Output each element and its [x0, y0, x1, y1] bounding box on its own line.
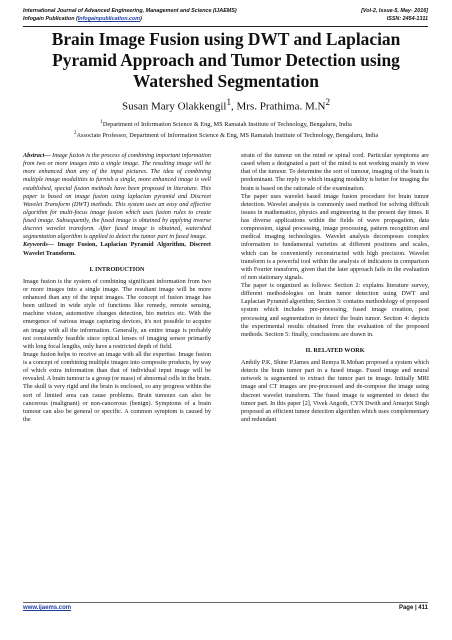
- intro-paragraph-2: Image fusion helps to receive an image with all the expertise. Image fusion is a concept of combining multiple images into composite products, by way of which extra information than that of individual input image will be revealed. A brain tumour is a group (or mass) of abnormal cells in the brain. The skull is very rigid and the brain is enclosed, so any progress within the sort of limited area can cause problems. Brain tumours can also be cancerous (malignant) or non-cancerous (benign). Symptoms of a brain tumour can also be general or specific. A common symptom is caused by the: [23, 350, 211, 423]
- affiliation-1: $^1$Department of Information Science & Eng, MS Ramaiah Institute of Technology, Bengaluru, India: [100, 119, 352, 129]
- left-column: [23, 152, 211, 424]
- publisher-link[interactable]: Infogainpublication.com: [77, 16, 141, 22]
- body-paragraph-1: strain of the tumour on the mind or spinal cord. Particular symptoms are cased when a designated a part of the mind is not working mainly in view that of the tumour. To determine the sort of tumour, imaging of the brain is predominant. The reply to which imaging modality is better for imaging the brain is based on the rationale of the examination.: [241, 152, 429, 192]
- section-heading-related-work: II. RELATED WORK: [305, 346, 365, 354]
- header-divider: [23, 26, 428, 27]
- footer-divider: [23, 602, 428, 603]
- affiliations: [14, 118, 438, 140]
- paper-title: Brain Image Fusion using DWT and Laplacian Pyramid Approach and Tumor Detection using Watershed Segmentation: [51, 29, 401, 91]
- journal-name: International Journal of Advanced Engineering, Management and Science (IJAEMS): [23, 8, 237, 14]
- section-heading-introduction: I. INTRODUCTION: [89, 265, 145, 273]
- abstract: Abstract— Image fusion is the process of combining important information from two or more images into a single image. The resulting image will be more enhanced than any of the input pictures. The idea of combining multiple image modalities to furnish a single, more enhanced image is well established, special fusion methods have been proposed in literature. This paper is based on image fusion using laplacian pyramid and Discreet Wavelet Transform (DWT) methods. This system uses an easy and effective algorithm for multi-focus image fusion which uses fusion rules to create fused image. Subsequently, the fused image is obtained by applying inverse discreet wavelet transform. After fused image is obtained, watershed segmentation algorithm is applied to detect the tumor part in fused image.: [23, 152, 211, 241]
- keywords: Keywords— Image Fusion, Laplacian Pyramid Algorithm, Discreet Wavelet Transform.: [23, 241, 211, 257]
- body-paragraph-3: The paper is organized as follows: Section 2: explains literature survey, different methodologies on brain tumor detection using DWT and Laplacian Pyramid algorithm; Section 3: contains methodology of proposed system which includes pre-processing, fused image creation, post processing and segmentation to detect the brain tumor. Section 4: depicts the experimental results obtained from the evaluation of the proposed methods. Section 5: finally, conclusions are drawn in.: [241, 282, 429, 338]
- page-number: Page | 411: [398, 605, 428, 611]
- authors: Susan Mary Olakkengil$^1$, Mrs. Prathima. $M.N^2$: [121, 97, 331, 113]
- volume-info: [Vol-2, Issue-5, May- 2016]: [361, 8, 428, 14]
- publisher-line: Infogain Publication (Infogainpublication.com): [23, 16, 142, 22]
- affiliation-2: $^2$Associate Professor, Department of Information Science & Eng, MS Ramaiah Institute of Technology, Bengaluru, India: [73, 130, 379, 140]
- website-link[interactable]: www.ijaems.com: [23, 605, 72, 611]
- related-work-paragraph: Ambily P.K, Shine P.James and Remya R.Mohan proposed a system which detects the brain tumor part in a fused image. Fused image and neural network is segmented to extract the tumor part in image. Initially MRI image and CT images are pre-processed and de-compose the image using discreet wavelet transform. The fused image is segmented to detect the tumor part. In this paper [2], Vivek Angoth, CYN Dwith and Amarjot Singh proposed an efficient tumor detection algorithm which uses complementary and redundant: [241, 359, 429, 423]
- issn: ISSN: 2454-1311: [386, 16, 428, 22]
- intro-paragraph-1: Image fusion is the system of combining significant information from two or more images into a single image. The resultant image will be more enhanced than any of the input images. The concept of fusion image has been utilized in wide style of functions like remedy, remote sensing, machine vision, automotive changes detection, bio metrics etc. With the emergence of various image capturing devices, it's not possible to acquire an image with all the information. Generally, an entire image is probably not consistently feasible since optical lenses of imaging sensor primarily with long focal lengths, only have a restricted depth of field.: [23, 277, 211, 350]
- body-paragraph-2: The paper uses wavelet based image fusion procedure for brain tumor detection. Wavelet analysis is commonly used method for solving difficult issues in mathematics, physics and engineering in the present day times. It has diverse applications within the fields of wave propagation, data compression, signal processing, image processing, pattern recognition and medical imaging technologies. Wavelet analysis decomposes complex information to fundamental varieties at different positions and scales, which can be conveniently reconstructed with high precision. Wavelet transform is a powerful tool within the analysis of indicators in comparison with Fourier transform, given that the later approach fails in the evaluation of non stationary signals.: [241, 192, 429, 281]
- right-column: [241, 152, 429, 424]
- journal-header: [23, 7, 428, 23]
- page-footer: [23, 605, 428, 611]
